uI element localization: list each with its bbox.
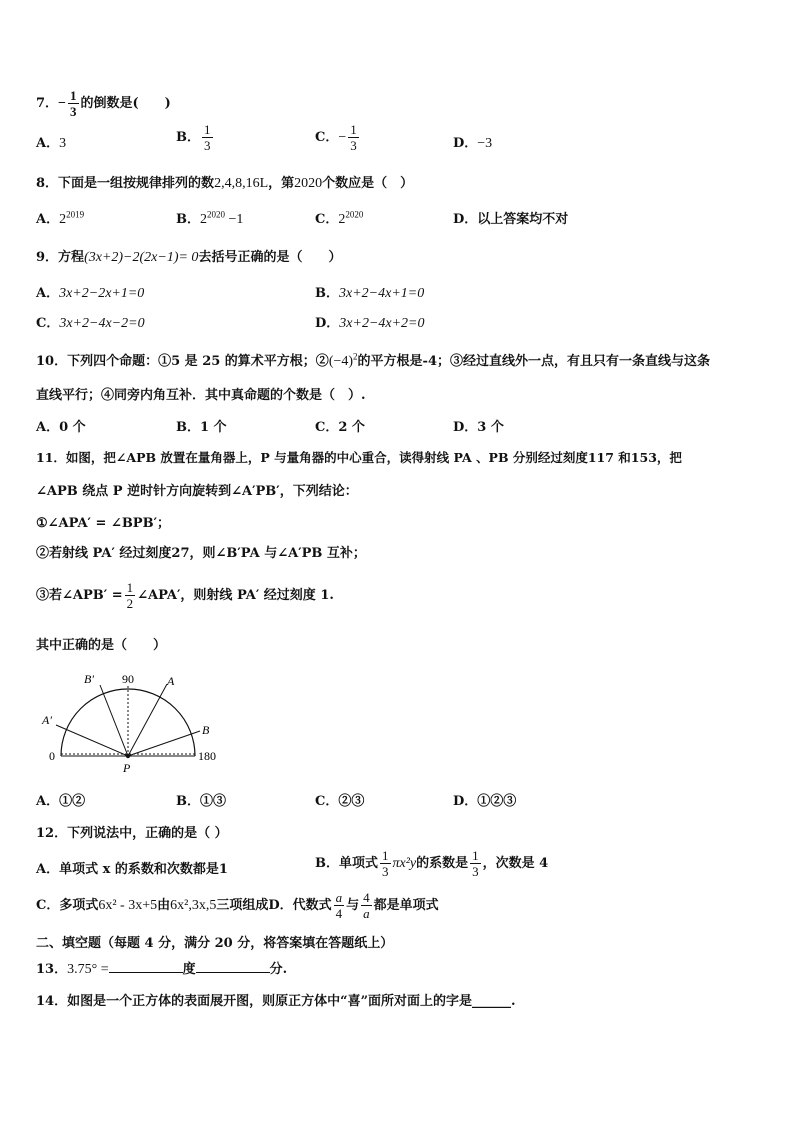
section-title-fill-blank: 二、填空题（每题 4 分，满分 20 分，将答案填在答题纸上） <box>36 936 394 951</box>
q8-option-d: D．以上答案均不对 <box>453 212 569 227</box>
q9-option-b: B．3x+2−4x+1=0 <box>315 286 425 301</box>
q9-option-a: A．3x+2−2x+1=0 <box>36 286 145 301</box>
q7-stem: 7．− $\frac{1}{3}$ 的倒数是( ) <box>36 88 171 119</box>
q11-option-a: A．①② <box>36 794 86 809</box>
protractor-figure <box>36 668 236 778</box>
q7-option-a: A．3 <box>36 136 67 151</box>
q11-line2: ∠APB 绕点 P 逆时针方向旋转到∠A′PB′，下列结论： <box>36 484 358 499</box>
answer-blank-2[interactable] <box>196 972 270 973</box>
tick-90: 90 <box>122 672 134 686</box>
label-B: B <box>202 723 210 737</box>
q12-option-a: A．单项式 x 的系数和次数都是1 <box>36 862 228 877</box>
q11-line6: 其中正确的是（ ） <box>36 638 167 653</box>
answer-blank-1[interactable] <box>109 972 183 973</box>
label-A: A <box>167 674 175 688</box>
q13-stem: 13．3.75° = 度 分. <box>36 962 288 977</box>
fraction: $\frac{1}{3}$ <box>70 88 77 119</box>
q11-line3: ①∠APA′ = ∠BPB′； <box>36 516 170 531</box>
q9-option-d: D．3x+2−4x+2=0 <box>315 316 425 331</box>
label-P: P <box>123 761 131 775</box>
q11-option-b: B．①③ <box>176 794 226 809</box>
q8-option-a: A．$2^{2019}$ <box>36 209 85 227</box>
tick-0: 0 <box>49 749 55 763</box>
tick-180: 180 <box>198 749 216 763</box>
ray-PA <box>128 684 167 756</box>
q10-line2: 直线平行；④同旁内角互补．其中真命题的个数是（ ）. <box>36 388 366 403</box>
q7-option-b: B． $\frac{1}{3}$ <box>176 122 211 153</box>
q10-option-d: D．3 个 <box>453 420 504 435</box>
q10-line1: 10．下列四个命题：①5 是 25 的算术平方根；$②(-4)^2$的平方根是-4；③经过直线外一点，有且只有一条直线与这条 <box>36 351 710 369</box>
q12-option-b: B．单项式 $\frac{1}{3}$ πx²y的系数是 $\frac{1}{3}$ ，次数是 4 <box>315 848 549 879</box>
q12-option-c-d: C．多项式6x² - 3x+5由6x²,3x,5三项组成D．代数式 $\frac{a}{4}$ 与 $\frac{4}{a}$ 都是单项式 <box>36 890 439 921</box>
q11-option-c: C．②③ <box>315 794 365 809</box>
label-A-prime: A′ <box>42 713 52 727</box>
q11-line5: ③若∠APB′ = $\frac{1}{2}$ ∠APA′，则射线 PA′ 经过刻度 1. <box>36 580 334 611</box>
q7-option-d: D．−3 <box>453 136 493 151</box>
q8-option-b: B．$2^{2020} -1$ <box>176 209 244 227</box>
q9-option-c: C．3x+2−4x−2=0 <box>36 316 145 331</box>
q10-option-c: C．2 个 <box>315 420 365 435</box>
q11-line4: ②若射线 PA′ 经过刻度27，则∠B′PA 与∠A′PB 互补； <box>36 546 366 561</box>
q7-option-c: C．− $\frac{1}{3}$ <box>315 122 357 153</box>
ray-PB <box>128 731 200 756</box>
q11-line1: 11．如图，把∠APB 放置在量角器上，P 与量角器的中心重合，读得射线 PA 、PB 分别经过刻度117 和153，把 <box>36 450 682 465</box>
q9-stem: 9．方程(3x+2)−2(2x−1)= 0去括号正确的是（ ） <box>36 250 342 265</box>
point-P <box>126 754 130 758</box>
q10-option-b: B．1 个 <box>176 420 227 435</box>
q12-stem: 12．下列说法中，正确的是（ ） <box>36 826 228 841</box>
label-B-prime: B′ <box>84 672 94 686</box>
q14-stem: 14．如图是一个正方体的表面展开图，则原正方体中“喜”面所对面上的字是______. <box>36 994 516 1009</box>
q11-option-d: D．①②③ <box>453 794 517 809</box>
q8-option-c: C．$2^{2020}$ <box>315 209 364 227</box>
q8-stem: 8．下面是一组按规律排列的数2,4,8,16L，第2020个数应是（ ） <box>36 176 414 191</box>
q10-option-a: A．0 个 <box>36 420 86 435</box>
